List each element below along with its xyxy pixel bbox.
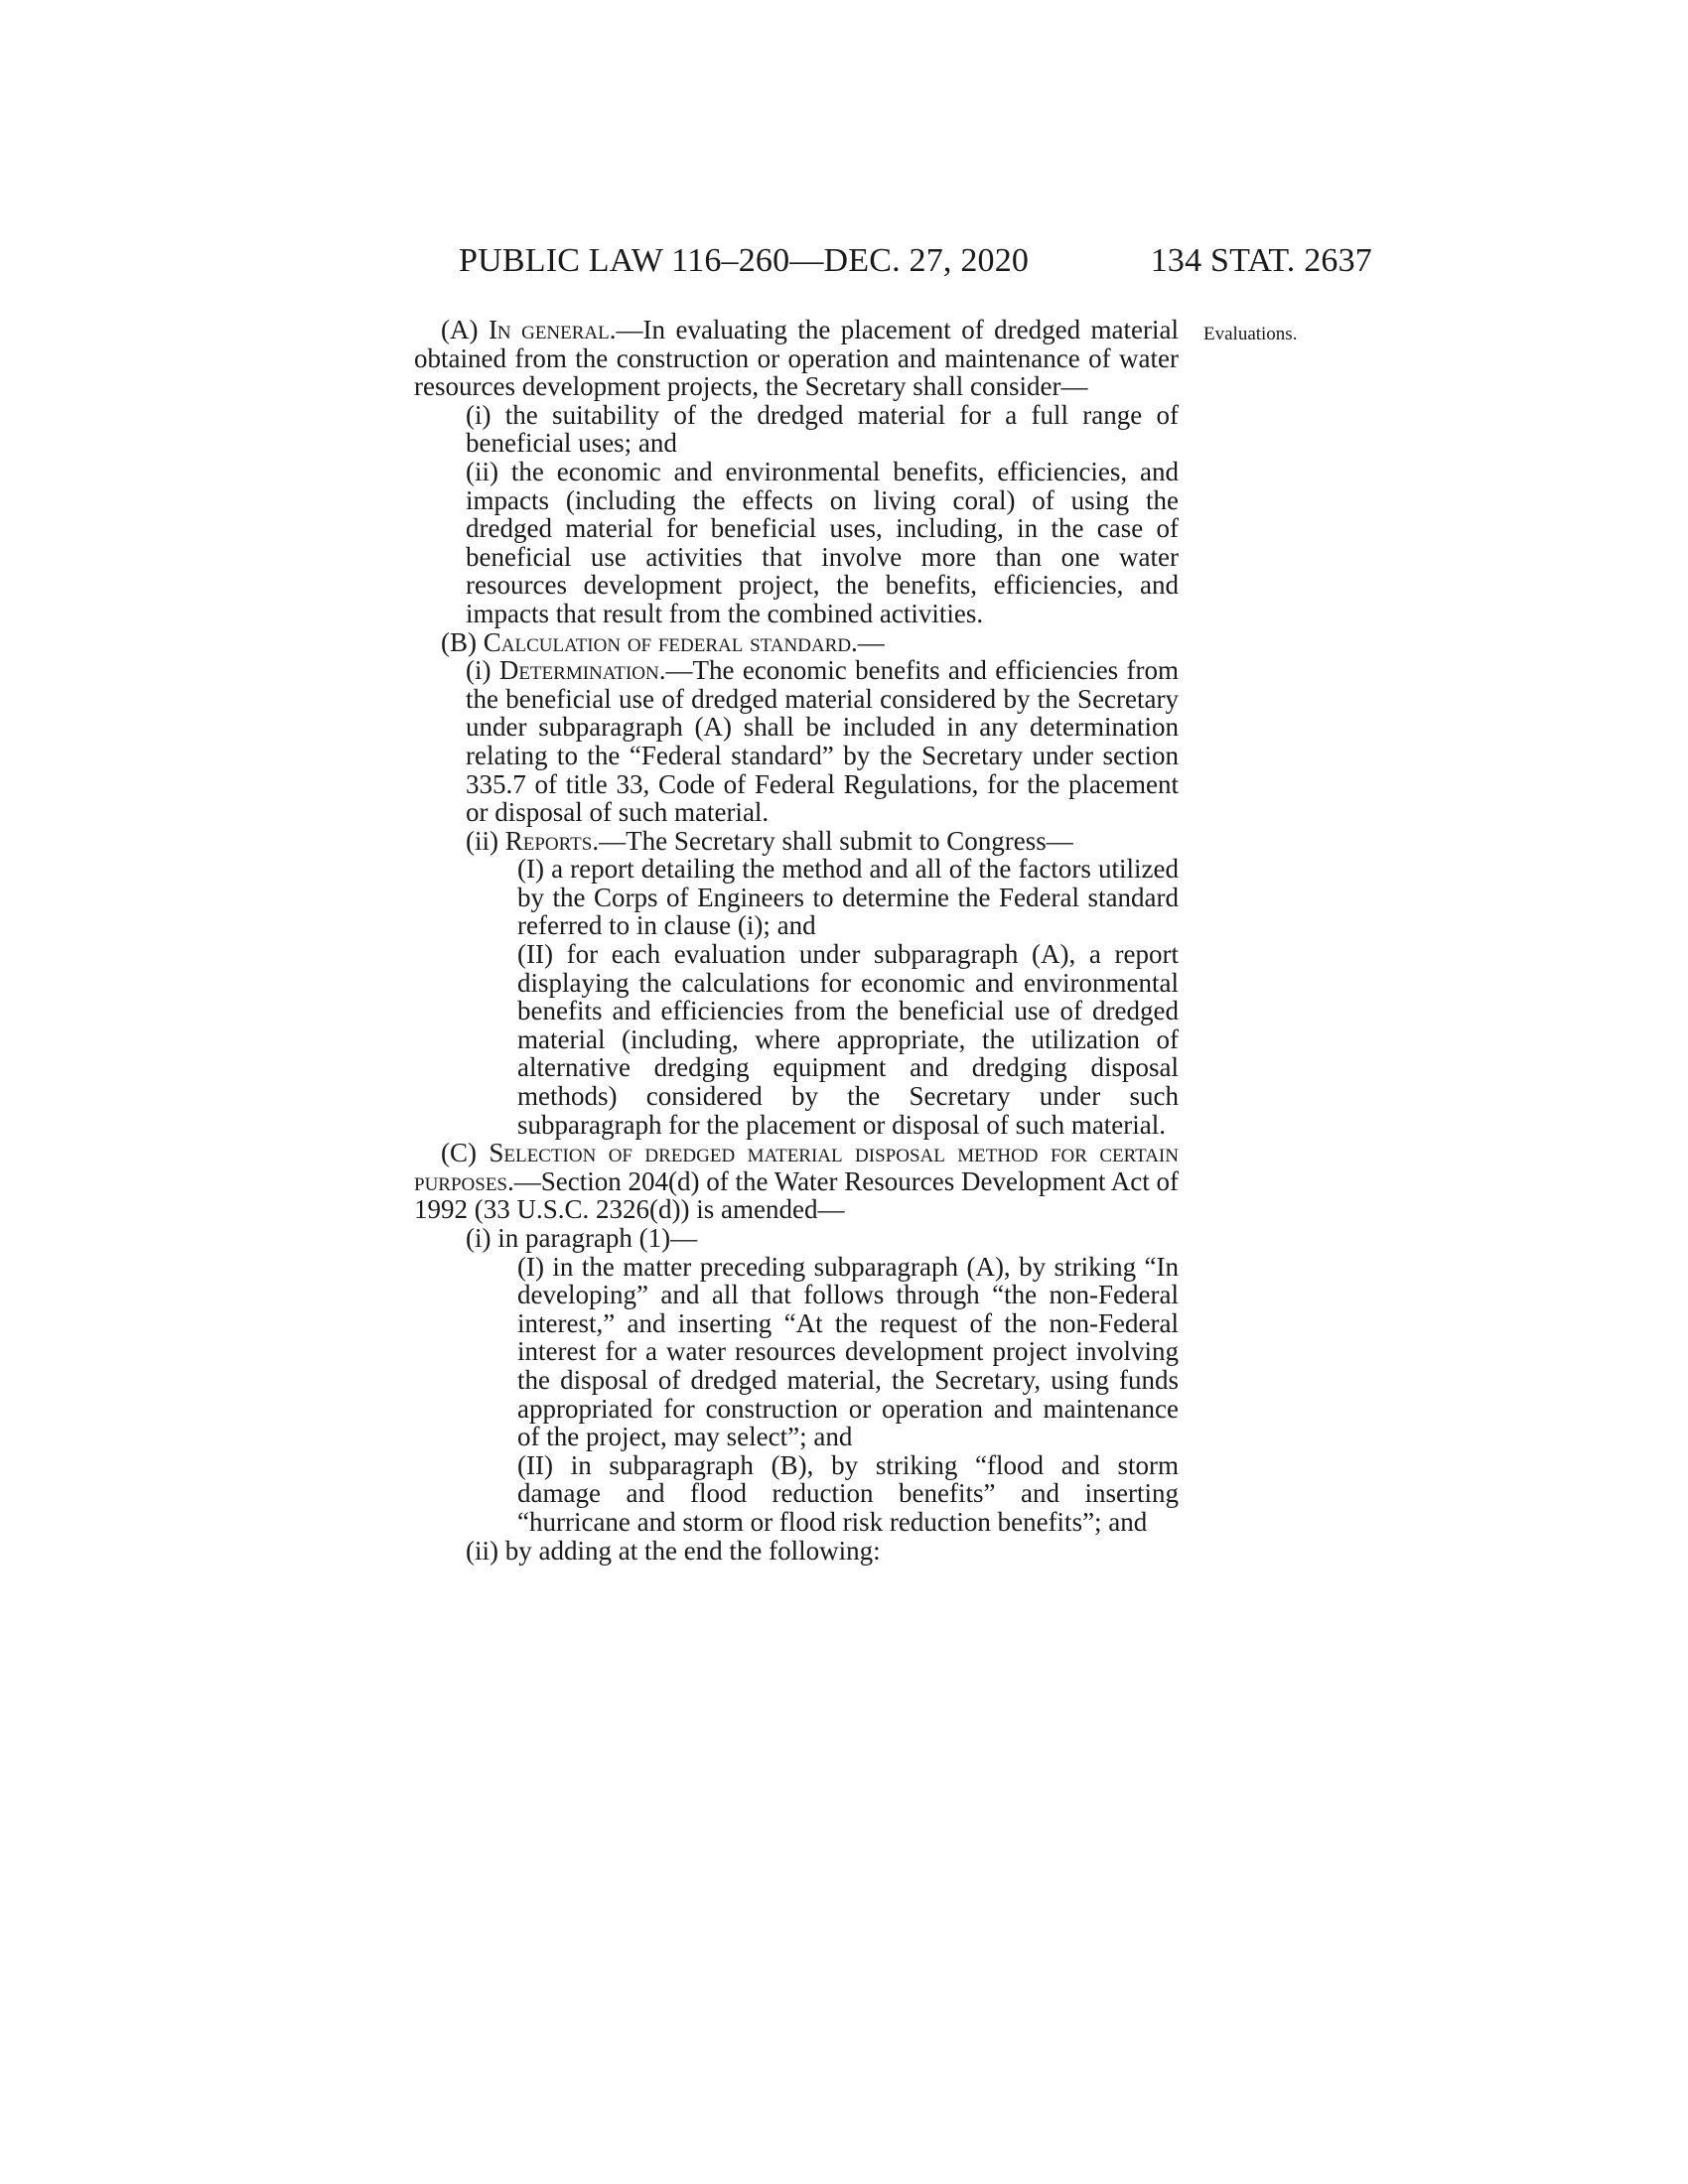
clause-b-i-text: .—The economic benefits and efficiencies from the beneficial use of dredged material considered by the Secretary under subparagraph (A) shall be included in any determination relating to the “Federal standard” by the Secretary under section 335.7 of title 33, Code of Federal Regulations, for the placement or disposal of such material. xyxy=(466,655,1180,828)
subparagraph-a-label: (A) xyxy=(441,315,489,344)
subparagraph-a-text: .—In evaluating the placement of dredged material obtained from the construction or operation and maintenance of water resources development projects, the Secretary shall consider— xyxy=(414,315,1179,402)
running-head-stat-page: 134 STAT. 2637 xyxy=(1150,242,1372,279)
clause-c-ii: (ii) by adding at the end the following: xyxy=(466,1535,881,1566)
subparagraph-b-heading: Calculation of federal standard xyxy=(483,626,852,657)
subparagraph-a-heading: In general xyxy=(488,315,610,344)
subparagraph-b-dash: .— xyxy=(851,626,885,657)
subparagraph-c-label: (C) xyxy=(441,1138,490,1168)
subparagraph-a xyxy=(414,316,1179,401)
subclause-c-i-II: (II) in subparagraph (B), by striking “flood and storm damage and flood reduction benefits” and inserting “hurricane and storm or flood risk reduction benefits”; and xyxy=(517,1449,1179,1537)
clause-a-i: (i) the suitability of the dredged material for a full range of beneficial uses; and xyxy=(466,399,1179,459)
subparagraph-b-label: (B) xyxy=(441,626,484,657)
subparagraph-b xyxy=(414,628,1179,657)
clause-b-i xyxy=(414,656,1179,827)
margin-note: Evaluations. xyxy=(1203,324,1298,344)
clause-b-ii-text: .—The Secretary shall submit to Congress— xyxy=(592,825,1073,856)
running-head-title: PUBLIC LAW 116–260—DEC. 27, 2020 xyxy=(459,242,1030,279)
subparagraph-c-text: .—Section 204(d) of the Water Resources Development Act of 1992 (33 U.S.C. 2326(d)) is amended— xyxy=(414,1165,1179,1225)
clause-b-i-heading: Determination xyxy=(498,655,659,686)
subparagraph-c xyxy=(414,1139,1179,1224)
clause-b-ii-heading: Reports xyxy=(504,825,593,856)
subclause-c-i-I: (I) in the matter preceding subparagraph (A), by striking “In developing” and all that follows through “the non-Federal interest,” and inserting “At the request of the non-Federal interest for a water resources development project involving the disposal of dredged material, the Secretary, using funds appropriated for construction or operation and maintenance of the project, may select”; and xyxy=(517,1251,1179,1452)
clause-c-i: (i) in paragraph (1)— xyxy=(466,1223,698,1253)
clause-b-ii xyxy=(414,827,1179,856)
page-header xyxy=(459,242,1372,292)
clause-a-ii: (ii) the economic and environmental benefits, efficiencies, and impacts (including the effects on living coral) of using the dredged material for beneficial uses, including, in the case of beneficial use activities that involve more than one water resources development project, the benefits, efficiencies, and impacts that result from the combined activities. xyxy=(466,456,1179,628)
clause-b-i-label: (i) xyxy=(466,655,499,686)
statute-body xyxy=(414,316,1179,1565)
subclause-b-ii-II: (II) for each evaluation under subparagraph (A), a report displaying the calculations for economic and environmental benefits and efficiencies from the beneficial use of dredged material (including, where appropriate, the utilization of alternative dredging equipment and dredging disposal methods) considered by the Secretary under such subparagraph for the placement or disposal of such material. xyxy=(517,939,1179,1140)
subparagraph-c-heading: Selection of dredged material disposal method for certain purposes xyxy=(414,1138,1179,1196)
subclause-b-ii-I: (I) a report detailing the method and all of the factors utilized by the Corps of Engineers to determine the Federal standard referred to in clause (i); and xyxy=(517,854,1179,941)
clause-b-ii-label: (ii) xyxy=(466,825,505,856)
